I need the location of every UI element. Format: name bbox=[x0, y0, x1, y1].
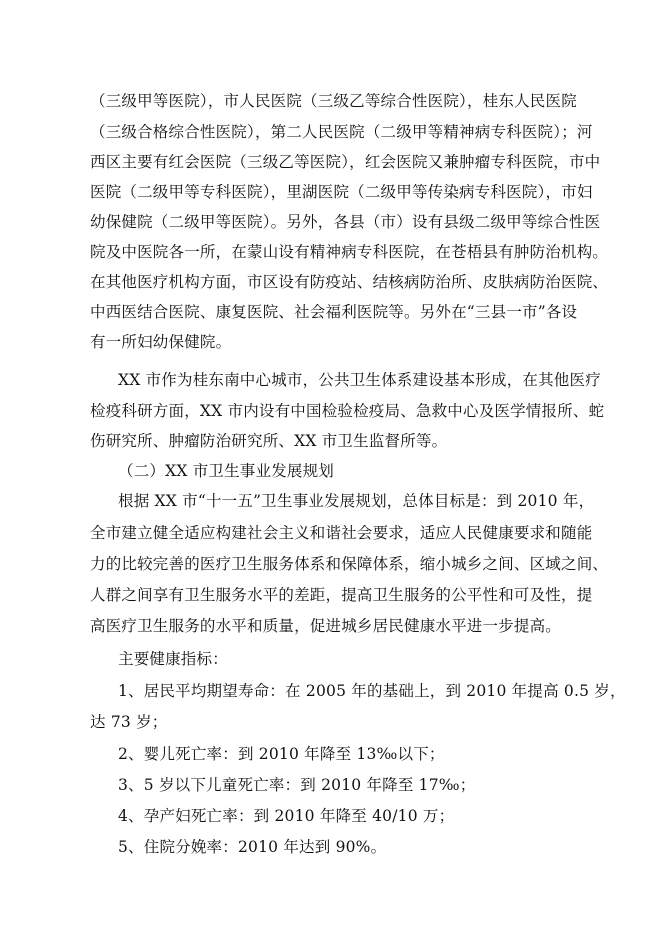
indicator-1-continued: 达 73 岁； bbox=[90, 713, 168, 731]
text-line-17: 人群之间享有卫生服务水平的差距，提高卫生服务的公平性和可及性，提 bbox=[90, 586, 593, 604]
text-line-14: 根据 XX 市“十一五”卫生事业发展规划，总体目标是：到 2010 年， bbox=[118, 492, 595, 510]
indicator-3: 3、5 岁以下儿童死亡率：到 2010 年降至 17‰； bbox=[118, 776, 476, 794]
text-line-16: 力的比较完善的医疗卫生服务体系和保障体系，缩小城乡之间、区域之间、 bbox=[90, 555, 609, 573]
text-line-8: 中西医结合医院、康复医院、社会福利医院等。另外在“三县一市”各设 bbox=[90, 303, 578, 321]
indicators-heading: 主要健康指标： bbox=[118, 650, 228, 668]
text-line-2: （三级合格综合性医院），第二人民医院（二级甲等精神病专科医院）；河 bbox=[90, 123, 593, 141]
text-line-9: 有一所妇幼保健院。 bbox=[90, 333, 232, 351]
text-line-7: 在其他医疗机构方面，市区设有防疫站、结核病防治所、皮肤病防治医院、 bbox=[90, 273, 609, 291]
text-line-18: 高医疗卫生服务的水平和质量，促进城乡居民健康水平进一步提高。 bbox=[90, 617, 562, 635]
text-line-10: XX 市作为桂东南中心城市，公共卫生体系建设基本形成，在其他医疗 bbox=[118, 371, 601, 389]
text-line-15: 全市建立健全适应构建社会主义和谐社会要求，适应人民健康要求和随能 bbox=[90, 524, 593, 542]
text-line-6: 院及中医院各一所，在蒙山设有精神病专科医院，在苍梧县有肿防治机构。 bbox=[90, 243, 609, 261]
text-line-1: （三级甲等医院），市人民医院（三级乙等综合性医院），桂东人民医院 bbox=[90, 92, 577, 110]
indicator-2: 2、婴儿死亡率：到 2010 年降至 13‰以下； bbox=[118, 745, 445, 763]
text-line-11: 检疫科研方面，XX 市内设有中国检验检疫局、急救中心及医学情报所、蛇 bbox=[90, 402, 605, 420]
indicator-5: 5、住院分娩率：2010 年达到 90%。 bbox=[118, 838, 387, 856]
text-line-5: 幼保健院（二级甲等医院）。另外，各县（市）设有县级二级甲等综合性医 bbox=[90, 213, 601, 231]
section-heading: （二）XX 市卫生事业发展规划 bbox=[118, 462, 334, 480]
text-line-12: 伤研究所、肿瘤防治研究所、XX 市卫生监督所等。 bbox=[90, 432, 448, 450]
text-line-3: 西区主要有红会医院（三级乙等医院），红会医院又兼肿瘤专科医院，市中 bbox=[90, 153, 601, 171]
indicator-1: 1、居民平均期望寿命：在 2005 年的基础上，到 2010 年提高 0.5 岁， bbox=[118, 682, 626, 700]
text-line-4: 医院（二级甲等专科医院），里湖医院（二级甲等传染病专科医院），市妇 bbox=[90, 183, 593, 201]
indicator-4: 4、孕产妇死亡率：到 2010 年降至 40/10 万； bbox=[118, 807, 455, 825]
